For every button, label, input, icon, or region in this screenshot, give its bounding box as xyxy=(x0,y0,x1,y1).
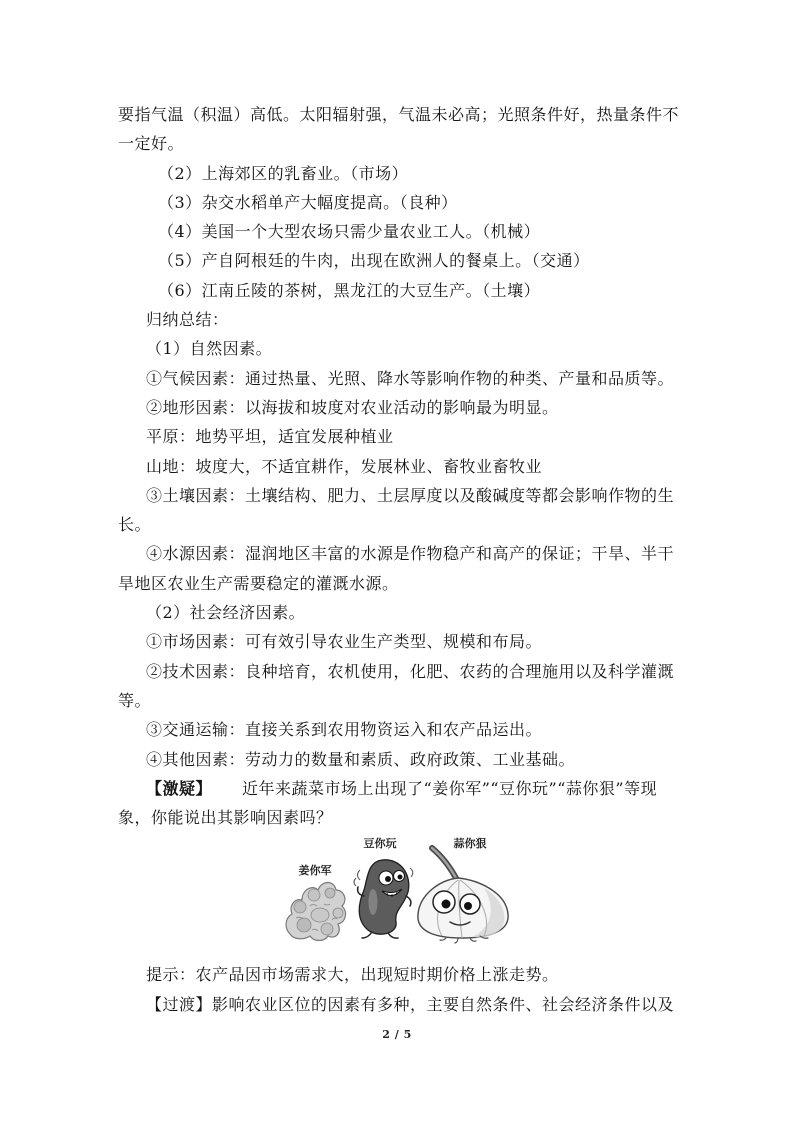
technology-factor-cont: 等。 xyxy=(118,690,152,710)
market-factor: ①市场因素：可有效引导农业生产类型、规模和布局。 xyxy=(146,632,543,652)
inquiry-text-cont: 象，你能说出其影响因素吗？ xyxy=(118,808,333,828)
natural-factors-heading: （1）自然因素。 xyxy=(146,339,273,359)
soil-factor: ③土壤因素：土壤结构、肥力、土层厚度以及酸碱度等都会影响作物的生 xyxy=(146,485,675,505)
vegetable-cartoon-figure xyxy=(280,834,516,946)
ginger-knob xyxy=(308,889,320,901)
text-line: 要指气温（积温）高低。太阳辐射强，气温未必高；光照条件好，热量条件不 xyxy=(118,105,680,124)
transport-factor: ③交通运输：直接关系到农用物资运入和农产品运出。 xyxy=(146,720,543,740)
socioeconomic-heading: （2）社会经济因素。 xyxy=(146,603,306,623)
garlic-pupil xyxy=(442,900,451,909)
bean-leg xyxy=(362,932,372,938)
ginger-label: 姜你军 xyxy=(298,864,332,877)
example-item: （4）美国一个大型农场只需少量农业工人。（机械） xyxy=(158,222,541,242)
page-number: 2 / 5 xyxy=(382,1028,412,1041)
technology-factor: ②技术因素：良种培育，农机使用，化肥、农药的合理施用以及科学灌溉 xyxy=(146,661,675,681)
garlic-character xyxy=(418,848,508,943)
water-factor-cont: 旱地区农业生产需要稳定的灌溉水源。 xyxy=(118,573,399,593)
garlic-label: 蒜你狠 xyxy=(453,837,487,850)
soil-factor-cont: 长。 xyxy=(118,515,152,535)
ginger-knob xyxy=(325,888,335,898)
bean-character xyxy=(354,860,413,938)
bean-label: 豆你玩 xyxy=(363,837,397,850)
example-item: （5）产自阿根廷的牛肉，出现在欧洲人的餐桌上。（交通） xyxy=(158,251,590,271)
ginger-knob xyxy=(311,908,329,922)
summary-heading: 归纳总结： xyxy=(146,310,229,330)
bean-highlight xyxy=(369,889,378,915)
example-item: （3）杂交水稻单产大幅度提高。（良种） xyxy=(158,192,458,212)
ginger-knob xyxy=(297,918,311,932)
example-item: （6）江南丘陵的茶树，黑龙江的大豆生产。（土壤） xyxy=(158,280,541,300)
transition-line: 【过渡】影响农业区位的因素有多种，主要自然条件、社会经济条件以及 xyxy=(146,995,675,1014)
plain-note: 平原：地势平坦，适宜发展种植业 xyxy=(146,427,394,447)
main-text xyxy=(118,100,680,832)
water-factor: ④水源因素：湿润地区丰富的水源是作物稳产和高产的保证；干旱、半干 xyxy=(146,544,675,564)
ginger-knob xyxy=(333,908,343,918)
ginger-illustration xyxy=(286,883,345,941)
example-item: （2）上海郊区的乳畜业。（市场） xyxy=(158,163,409,183)
inquiry-label: 【激疑】 xyxy=(146,778,213,798)
inquiry-text: 近年来蔬菜市场上出现了“姜你军”“豆你玩”“蒜你狠”等现 xyxy=(242,778,658,798)
other-factor: ④其他因素：劳动力的数量和素质、政府政策、工业基础。 xyxy=(146,749,576,769)
bean-arm xyxy=(406,896,411,906)
hint-line: 提示：农产品因市场需求大，出现短时期价格上涨走势。 xyxy=(146,965,559,984)
bottom-text xyxy=(118,960,680,1020)
ginger-knob xyxy=(321,923,333,935)
climate-factor: ①气候因素：通过热量、光照、降水等影响作物的种类、产量和品质等。 xyxy=(146,368,675,388)
bean-leg xyxy=(388,933,398,938)
inquiry-line xyxy=(118,774,680,803)
text-line: 一定好。 xyxy=(118,134,185,154)
bean-pupil xyxy=(398,875,403,880)
ginger-knob xyxy=(294,901,306,913)
mountain-note: 山地：坡度大，不适宜耕作，发展林业、畜牧业畜牧业 xyxy=(146,456,543,476)
terrain-factor: ②地形因素：以海拔和坡度对农业活动的影响最为明显。 xyxy=(146,397,559,417)
bean-pupil xyxy=(385,876,391,882)
garlic-pupil xyxy=(464,902,472,910)
